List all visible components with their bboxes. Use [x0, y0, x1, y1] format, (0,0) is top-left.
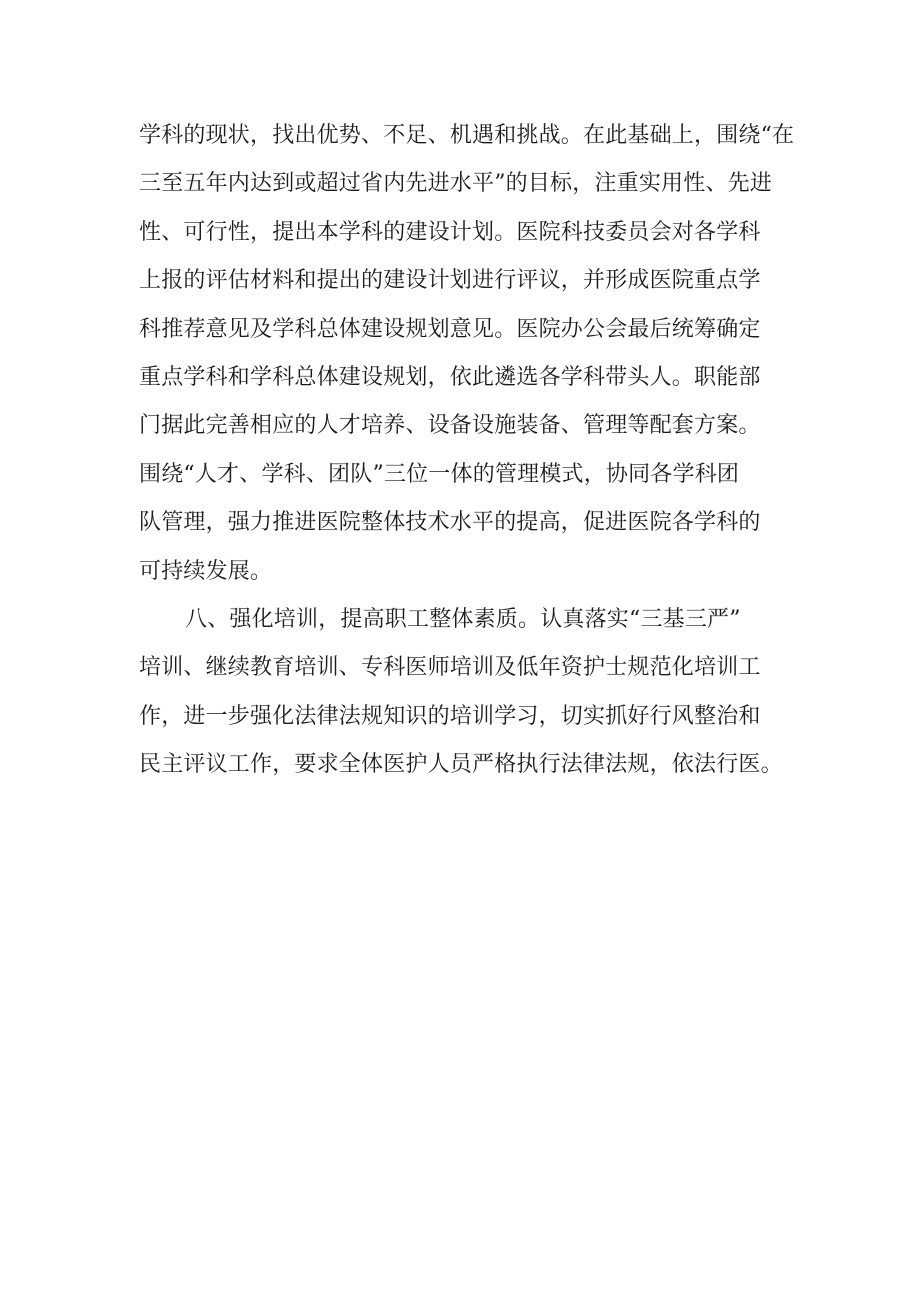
section-heading-line: 八、强化培训，提高职工整体素质。认真落实“三基三严”: [185, 606, 741, 632]
paragraph-line: 围绕“人才、学科、团队”三位一体的管理模式，协同各学科团: [139, 461, 740, 487]
paragraph-line: 三至五年内达到或超过省内先进水平”的目标，注重实用性、先进: [139, 171, 773, 197]
paragraph-line: 学科的现状，找出优势、不足、机遇和挑战。在此基础上，围绕“在: [139, 123, 795, 148]
paragraph-line: 民主评议工作，要求全体医护人员严格执行法律法规，依法行医。: [139, 752, 783, 778]
paragraph-line: 重点学科和学科总体建设规划，依此遴选各学科带头人。职能部: [139, 364, 761, 390]
paragraph-line: 门据此完善相应的人才培养、设备设施装备、管理等配套方案。: [139, 413, 761, 439]
paragraph-line: 培训、继续教育培训、专科医师培训及低年资护士规范化培训工: [139, 655, 761, 681]
paragraph-line: 性、可行性，提出本学科的建设计划。医院科技委员会对各学科: [139, 219, 761, 245]
paragraph-line: 可持续发展。: [139, 558, 273, 584]
paragraph-line: 作，进一步强化法律法规知识的培训学习，切实抓好行风整治和: [139, 703, 761, 729]
paragraph-line: 上报的评估材料和提出的建设计划进行评议，并形成医院重点学: [139, 268, 761, 294]
paragraph-line: 队管理，强力推进医院整体技术水平的提高，促进医院各学科的: [139, 510, 761, 536]
body-text: [139, 112, 799, 789]
paragraph-line: 科推荐意见及学科总体建设规划意见。医院办公会最后统筹确定: [139, 316, 761, 342]
